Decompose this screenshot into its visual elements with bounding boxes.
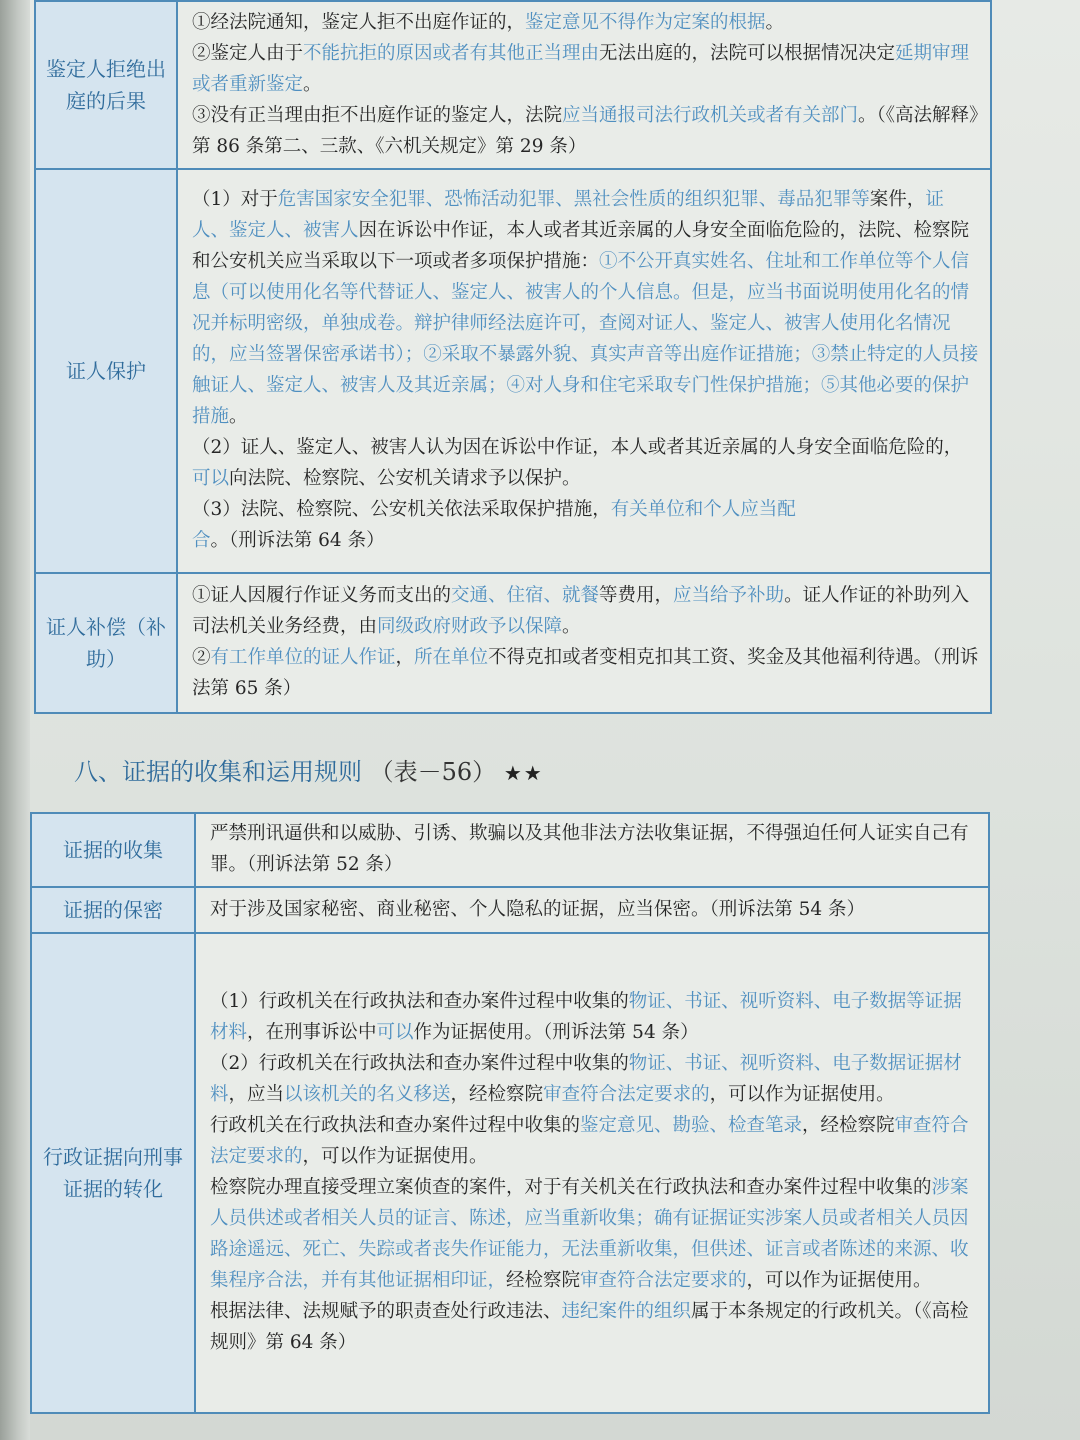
section-table-ref: （表－56） [369,758,497,786]
text-segment: ② [192,647,211,668]
paragraph [192,38,980,100]
text-segment: ，在刑事诉讼中 [247,1022,377,1043]
table-row [35,1,991,169]
paragraph [192,7,980,38]
highlighted-text: 物证、书证、视听资料、电子数据证据材料 [210,1053,962,1105]
highlighted-text: 鉴定意见不得作为定案的根据 [525,11,766,33]
paragraph [192,580,980,642]
highlighted-text: 有工作单位的证人作证 [210,647,396,668]
paragraph [210,1048,978,1110]
highlighted-text: 鉴定意见、勘验、检查笔录 [580,1115,803,1136]
highlighted-text: 应当给予补助 [673,585,785,606]
text-segment: 严禁刑讯逼供和以威胁、引诱、欺骗以及其他非法方法收集证据，不得强迫任何人证实自己有罪。（刑诉法第 52 条） [210,823,969,875]
text-segment: ，应当 [228,1084,285,1105]
text-segment: 。 [765,11,785,33]
text-segment: ②鉴定人由于 [192,42,304,64]
text-segment: ，可以作为证据使用。 [302,1146,488,1167]
highlighted-text: 不能抗拒的原因或者有其他正当理由 [303,42,600,64]
book-gutter-shadow [0,0,30,1440]
table-56 [30,812,990,1414]
row-content-expert-refusal [177,1,991,169]
text-segment: ， [395,647,415,668]
highlighted-text: 涉案人员供述或者相关人员的证言、陈述，应当重新收集；确有证据证实涉案人员或者相关人员因路途遥远、死亡、失踪或者丧失作证能力，无法重新收集，但供述、证言或者陈述的来源、收集程序合法，并有其他证据相印证， [210,1177,969,1291]
highlighted-text: 所在单位 [414,647,489,668]
paragraph [210,818,978,880]
row-label-evidence-collection: 证据的收集 [31,813,195,887]
table-row [31,813,989,887]
section-heading [74,752,544,787]
highlighted-text: 同级政府财政予以保障 [377,616,563,637]
row-content-witness-protection [177,169,991,573]
text-segment: 属于本条规定的行政机关。（《高检规则》第 64 条） [210,1301,969,1353]
table-row [31,933,989,1413]
text-segment: （2）行政机关在行政执法和查办案件过程中收集的 [210,1053,629,1074]
highlighted-text: 证人、鉴定人、被害人 [192,189,944,241]
text-segment: 行政机关在行政执法和查办案件过程中收集的 [210,1115,581,1136]
text-segment: （1）行政机关在行政执法和查办案件过程中收集的 [210,991,629,1012]
highlighted-text: 可以 [376,1022,414,1043]
paragraph [192,494,980,556]
text-segment: 。 [303,73,322,95]
importance-stars: ★★ [503,761,544,785]
row-label-witness-protection: 证人保护 [35,169,177,573]
section-title: 八、证据的收集和运用规则 [74,758,362,786]
table-row [31,887,989,933]
text-segment: 无法出庭的，法院可以根据情况决定 [599,42,896,64]
text-segment: ，可以作为证据使用。 [709,1084,895,1105]
text-segment: 根据法律、法规赋予的职责查处行政违法、 [210,1301,562,1322]
paragraph [210,1110,978,1172]
text-segment: 不得克扣或者变相克扣其工资、奖金及其他福利待遇。（刑诉法第 65 条） [192,647,979,699]
highlighted-text: 危害国家安全犯罪、恐怖活动犯罪、黑社会性质的组织犯罪、毒品犯罪等 [277,189,870,210]
text-segment: 向法院、检察院、公安机关请求予以保护。 [229,468,581,489]
highlighted-text: 交通、住宿、就餐 [451,585,600,606]
table-row [35,169,991,573]
text-segment: 。（刑诉法第 64 条） [210,530,385,551]
text-segment: 。证人作证的补助列入司法机关业务经费，由 [192,585,970,637]
highlighted-text: ①不公开真实姓名、住址和工作单位等个人信息（可以使用化名等代替证人、鉴定人、被害人的个人信息。但是，应当书面说明使用化名的情况并标明密级，单独成卷。辩护律师经法庭许可，查阅对证人、鉴定人、被害人使用化名情况的，应当签署保密承诺书）；②采取不暴露外貌、真实声音等出庭作证措施；③禁止特定的人员接触证人、鉴定人、被害人及其近亲属；④对人身和住宅采取专门性保护措施；⑤其他必要的保护措施 [192,251,979,427]
text-segment: 案件， [869,189,926,210]
row-label-expert-refusal: 鉴定人拒绝出庭的后果 [35,1,177,169]
paragraph [210,1296,978,1358]
text-segment: ①经法院通知，鉴定人拒不出庭作证的， [192,11,526,33]
highlighted-text: 审查符合法定要求的 [543,1084,710,1105]
text-segment: 因在诉讼中作证，本人或者其近亲属的人身安全面临危险的，法院、检察院和公安机关应当采取以下一项或者多项保护措施： [192,220,970,272]
highlighted-text: 可以 [192,468,230,489]
text-segment: 作为证据使用。（刑诉法第 54 条） [413,1022,699,1043]
row-content-admin-to-criminal [195,933,989,1413]
text-segment: 。（《高法解释》第 86 条第二、三款、《六机关规定》第 29 条） [192,104,979,157]
text-segment: ，经检察院 [450,1084,544,1105]
text-segment: （3）法院、检察院、公安机关依法采取保护措施， [192,499,611,520]
row-content-witness-compensation [177,573,991,713]
text-segment: 。 [562,616,581,637]
highlighted-text: 物证、书证、视听资料、电子数据等证据材料 [210,991,962,1043]
text-segment: ①证人因履行作证义务而支出的 [192,585,452,606]
row-content-evidence-collection [195,813,989,887]
highlighted-text: 以该机关的名义移送 [284,1084,451,1105]
text-segment: 经检察院 [506,1270,581,1291]
highlighted-text: 违纪案件的组织 [561,1301,692,1322]
row-label-admin-to-criminal: 行政证据向刑事证据的转化 [31,933,195,1413]
highlighted-text: 审查符合法定要求的 [580,1270,747,1291]
table-continued [34,0,992,714]
text-segment: （1）对于 [192,189,278,210]
text-segment: ③没有正当理由拒不出庭作证的鉴定人，法院 [192,104,563,126]
text-segment: 检察院办理直接受理立案侦查的案件，对于有关机关在行政执法和查办案件过程中收集的 [210,1177,932,1198]
highlighted-text: 有关单位和个人应当配合 [192,499,796,551]
highlighted-text: 审查符合法定要求的 [210,1115,969,1167]
row-label-witness-compensation: 证人补偿（补助） [35,573,177,713]
paragraph [192,100,980,162]
paragraph [192,642,980,704]
paragraph [210,1172,978,1296]
highlighted-text: 应当通报司法行政机关或者有关部门 [562,104,859,126]
table-row [35,573,991,713]
row-content-evidence-confidentiality [195,887,989,933]
text-segment: 。 [229,406,248,427]
text-segment: ，可以作为证据使用。 [746,1270,932,1291]
paragraph [192,432,980,494]
paragraph [192,184,980,432]
text-segment: ，经检察院 [802,1115,895,1136]
text-segment: 对于涉及国家秘密、商业秘密、个人隐私的证据，应当保密。（刑诉法第 54 条） [210,898,866,920]
highlighted-text: 延期审理或者重新鉴定 [192,42,970,95]
text-segment: （2）证人、鉴定人、被害人认为因在诉讼中作证，本人或者其近亲属的人身安全面临危险的， [192,437,963,458]
row-label-evidence-confidentiality: 证据的保密 [31,887,195,933]
paragraph [210,986,978,1048]
paragraph [210,894,978,925]
text-segment: 等费用， [599,585,674,606]
